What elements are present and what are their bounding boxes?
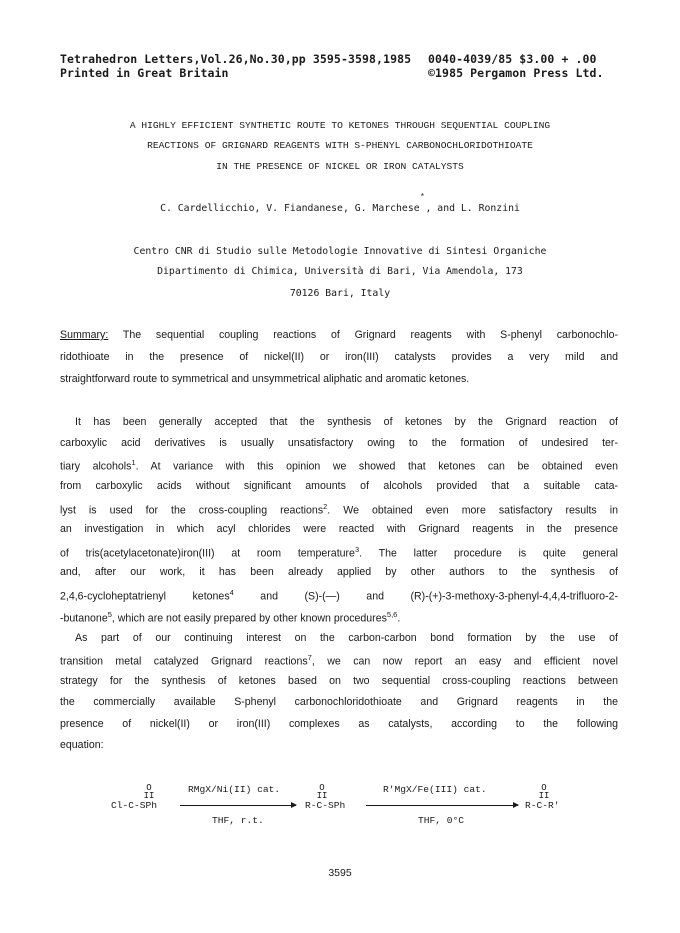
ref-sup: 4 (229, 588, 234, 597)
intermediate-formula: R-C-SPh (305, 800, 346, 811)
authors (0, 203, 680, 214)
paper-title-line-3: IN THE PRESENCE OF NICKEL OR IRON CATALYSTS (216, 161, 464, 172)
ref-sup: 3 (354, 545, 360, 554)
summary-line-3: straightforward route to symmetrical and unsymmetrical aliphatic and aromatic ketones. (60, 373, 470, 385)
para2-line-4: the commercially available S-phenyl carbonochloridothioate and Grignard reagents in the (60, 696, 618, 708)
step2-reagents: R'MgX/Fe(III) cat. (383, 784, 487, 795)
step2-conditions: THF, 0°C (418, 815, 465, 826)
ref-sup: 2 (323, 502, 328, 511)
affiliation-line-2: Dipartimento di Chimica, Università di Bari, Via Amendola, 173 (157, 266, 523, 277)
para1-line-5: lyst is used for the cross-coupling reactions$^2$. We obtained even more satisfactory results in (60, 502, 618, 517)
affiliation-line-1: Centro CNR di Studio sulle Metodologie Innovative di Sintesi Organiche (133, 246, 547, 257)
paper-title-line-1: A HIGHLY EFFICIENT SYNTHETIC ROUTE TO KETONES THROUGH SEQUENTIAL COUPLING (129, 120, 551, 131)
para1-line-2: carboxylic acid derivatives is usually unsatisfactory owing to the formation of undesired ter- (60, 437, 618, 449)
copyright: ©1985 Pergamon Press Ltd. (428, 66, 604, 80)
para2-line-1: As part of our continuing interest on the carbon-carbon bond formation by the use of (75, 632, 618, 644)
authors-text: C. Cardellicchio, V. Fiandanese, G. Marchese , and L. Ronzini (160, 203, 520, 214)
para1-line-7: of tris(acetylacetonate)iron(III) at room temperature$^3$. The latter procedure is quite general (60, 545, 618, 560)
reactant-formula: Cl-C-SPh (111, 800, 158, 811)
carbonyl-oxygen: O II (316, 783, 328, 801)
affiliation-line-3: 70126 Bari, Italy (289, 288, 391, 299)
ref-sup: 1 (131, 458, 136, 467)
para1-line-9: 2,4,6-cycloheptatrienyl ketones$^4$ and (S)-(—) and (R)-(+)-3-methoxy-3-phenyl-4,4,4-trifluoro-2- (60, 588, 619, 603)
product-formula: R-C-R' (525, 800, 560, 811)
para2-line-3: strategy for the synthesis of ketones based on two sequential cross-coupling reactions between (60, 675, 618, 687)
ref-sup: 5 (107, 610, 112, 619)
carbonyl-oxygen: O II (538, 783, 550, 801)
printed-in: Printed in Great Britain (60, 66, 229, 80)
para1-line-6: an investigation in which acyl chlorides were reacted with Grignard reagents in the presence (60, 523, 618, 535)
corresponding-author-mark: * (420, 193, 425, 202)
reaction-arrow-1 (180, 805, 296, 806)
para2-line-5: presence of nickel(II) or iron(III) complexes as catalysts, according to the following (60, 718, 618, 730)
para1-line-1: It has been generally accepted that the synthesis of ketones by the Grignard reaction of (75, 416, 618, 428)
ref-sup: 5,6 (386, 610, 398, 619)
step1-conditions: THF, r.t. (212, 815, 264, 826)
para1-line-4: from carboxylic acids without significant amounts of alcohols provided that a suitable cata- (60, 480, 618, 492)
summary-label: Summary: (60, 329, 109, 341)
carbonyl-oxygen: O II (143, 783, 155, 801)
para2-line-6: equation: (60, 739, 104, 751)
step1-reagents: RMgX/Ni(II) cat. (188, 784, 281, 795)
page-number: 3595 (328, 867, 352, 879)
para1-line-8: and, after our work, it has been already applied by other authors to the synthesis of (60, 566, 618, 578)
para1-line-3: tiary alcohols$^1$. At variance with this opinion we showed that ketones can be obtained even (60, 458, 618, 473)
paper-title-line-2: REACTIONS OF GRIGNARD REAGENTS WITH S-PHENYL CARBONOCHLORIDOTHIOATE (147, 140, 533, 151)
para1-line-10: -butanone$^5$, which are not easily prepared by other known procedures$^{5,6}$. (60, 610, 401, 625)
summary-line-1: Summary: The sequential coupling reactions of Grignard reagents with S-phenyl carbonochlo- (60, 329, 618, 341)
summary-line-2: ridothioate in the presence of nickel(II) or iron(III) catalysts provides a very mild and (60, 351, 618, 363)
journal-citation: Tetrahedron Letters,Vol.26,No.30,pp 3595-3598,1985 (60, 52, 412, 66)
para2-line-2: transition metal catalyzed Grignard reactions$^7$, we can now report an easy and efficient novel (60, 653, 618, 668)
ref-sup: 7 (307, 653, 312, 662)
issn-price: 0040-4039/85 $3.00 + .00 (428, 52, 597, 66)
reaction-arrow-2 (366, 805, 518, 806)
